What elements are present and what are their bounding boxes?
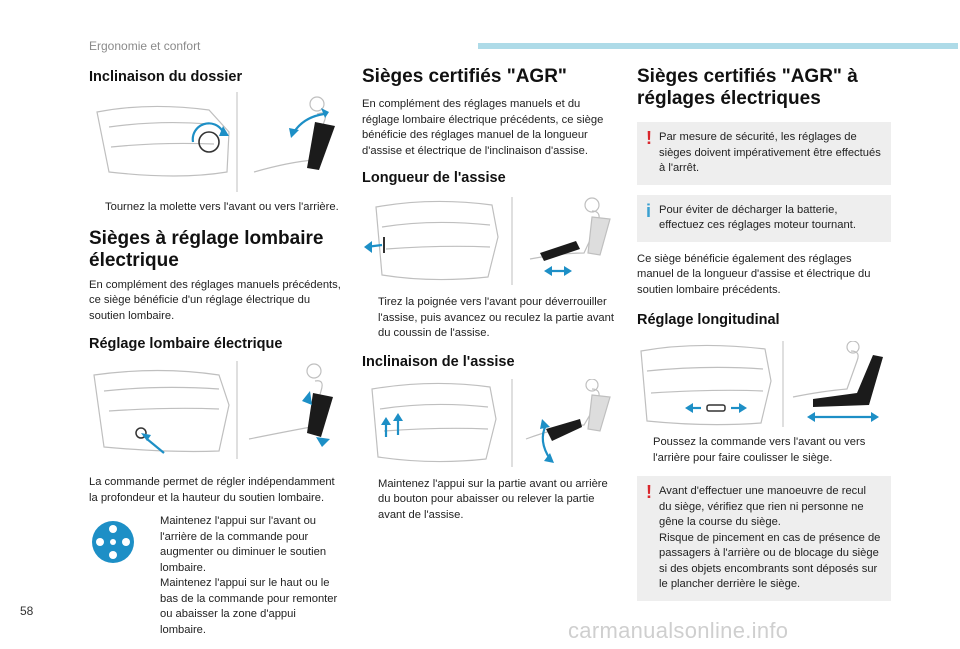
info-icon: i xyxy=(646,200,652,221)
section-accent-bar xyxy=(478,43,958,49)
section-header: Ergonomie et confort xyxy=(89,39,201,53)
heading-longitudinal: Réglage longitudinal xyxy=(637,312,780,328)
seat-slide-diagram-icon xyxy=(637,341,891,427)
heading-agr-electrique: Sièges certifiés "AGR" à réglages électriques xyxy=(637,66,858,109)
heading-longueur: Longueur de l'assise xyxy=(362,170,506,186)
warning-box-securite: ! Par mesure de sécurité, les réglages de sièges doivent impérativement être effectués à l'arrêt. xyxy=(637,122,891,185)
text-reglage-lombaire: La commande permet de régler indépendamment la profondeur et la hauteur du soutien lombaire. xyxy=(89,476,335,504)
info-box-batterie: i Pour éviter de décharger la batterie, effectuez ces réglages moteur tournant. xyxy=(637,195,891,242)
lumbar-control-block xyxy=(89,514,344,638)
warning-icon: ! xyxy=(646,128,652,148)
seat-tilt-diagram-icon xyxy=(362,379,620,467)
bullet-mark xyxy=(362,295,378,342)
heading-agr: Sièges certifiés "AGR" xyxy=(362,66,567,87)
bullet-longueur: Tirez la poignée vers l'avant pour déverrouiller l'assise, puis avancez ou reculez la partie avant du coussin de l'assise. xyxy=(362,295,620,342)
bullet-mark xyxy=(637,435,653,466)
heading-inclinaison-dossier: Inclinaison du dossier xyxy=(89,69,243,85)
lumbar-diagram-icon xyxy=(89,361,344,459)
illustration-longitudinal xyxy=(637,341,891,427)
text-agr-intro: En complément des réglages manuels et du réglage lombaire électrique précédents, ce siège bénéficie des réglages manuel de la longueur d'assise et électrique de l'inclinaison d'assise. xyxy=(362,98,604,157)
heading-lombaire: Sièges à réglage lombaire électrique xyxy=(89,227,324,271)
warning-box-recul: ! Avant d'effectuer une manoeuvre de recul du siège, vérifiez que rien ni personne ne gêne la course du siège. Risque de pincement en cas de présence de passagers à l'arrière ou de blocage du siège si des objets encombrants sont déposés sur le plancher derrière le siège. xyxy=(637,476,891,601)
lumbar-control-icon xyxy=(91,520,135,564)
illustration-seat-length xyxy=(362,197,620,285)
page-number: 58 xyxy=(20,604,34,618)
heading-inclinaison-assise: Inclinaison de l'assise xyxy=(362,353,515,370)
column-3 xyxy=(637,62,891,601)
bullet-mark xyxy=(144,514,160,576)
bullet-mark xyxy=(89,200,105,216)
bullet-inclinaison-dossier: Tournez la molette vers l'avant ou vers l'arrière. xyxy=(89,200,344,216)
column-1 xyxy=(89,62,344,638)
bullet-mark xyxy=(362,477,378,524)
watermark: carmanualsonline.info xyxy=(568,618,789,643)
column-2 xyxy=(362,62,620,523)
text-lombaire-intro: En complément des réglages manuels précédents, ce siège bénéficie d'un réglage électrique du soutien lombaire. xyxy=(89,278,341,322)
bullet-longitudinal: Poussez la commande vers l'avant ou vers l'arrière pour faire coulisser le siège. xyxy=(637,435,891,466)
bullet-lombaire-1: Maintenez l'appui sur l'avant ou l'arrière de la commande pour augmenter ou diminuer le soutien lombaire. xyxy=(144,514,344,576)
text-agr-electrique: Ce siège bénéficie également des réglages manuel de la longueur d'assise et électrique du soutien lombaire précédents. xyxy=(637,252,871,296)
illustration-seat-tilt xyxy=(362,379,620,467)
bullet-mark xyxy=(144,576,160,638)
bullet-lombaire-2: Maintenez l'appui sur le haut ou le bas de la commande pour remonter ou abaisser la zone d'appui lombaire. xyxy=(144,576,344,638)
backrest-diagram-icon xyxy=(89,92,344,192)
illustration-lumbar xyxy=(89,361,344,459)
warning-icon: ! xyxy=(646,482,652,502)
illustration-backrest xyxy=(89,92,344,192)
seat-length-diagram-icon xyxy=(362,197,620,285)
heading-reglage-lombaire: Réglage lombaire électrique xyxy=(89,336,283,352)
bullet-inclinaison-assise: Maintenez l'appui sur la partie avant ou arrière du bouton pour abaisser ou relever la partie avant de l'assise. xyxy=(362,477,620,524)
